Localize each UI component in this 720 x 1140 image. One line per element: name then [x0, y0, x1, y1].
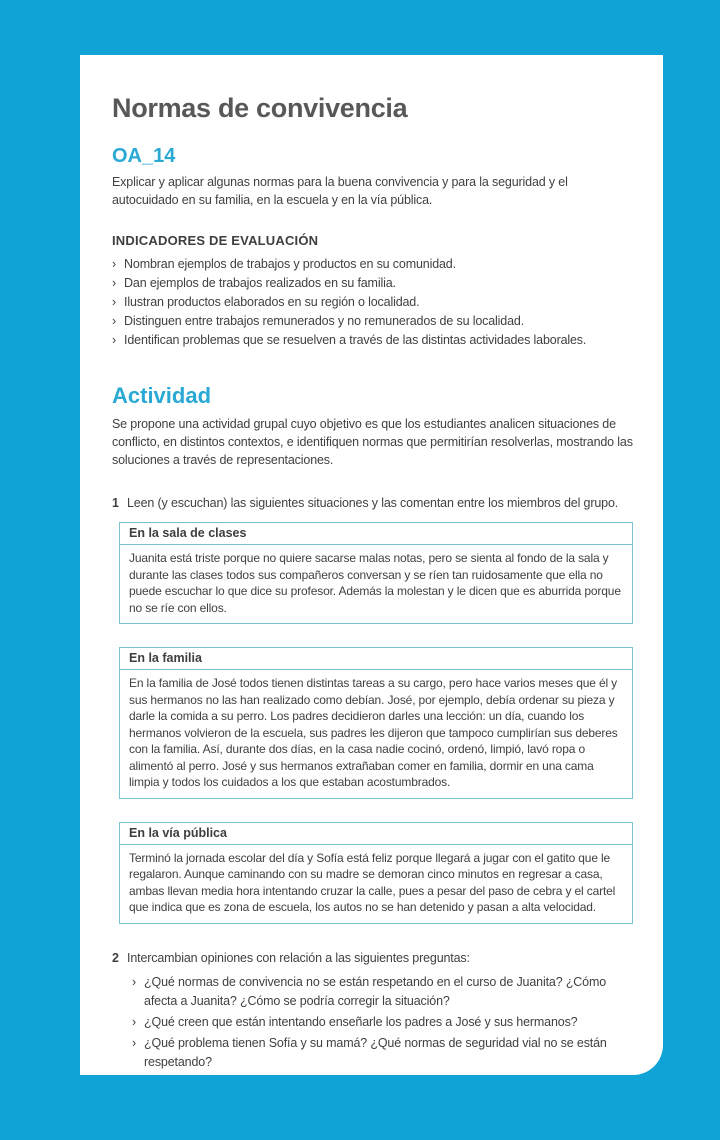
indicator-item — [112, 293, 633, 312]
chevron-bullet-icon: › — [112, 257, 117, 271]
step-number: 1 — [112, 496, 119, 510]
case-body: Juanita está triste porque no quiere sacarse malas notas, pero se sienta al fondo de la sala y durante las clases todos sus compañeros conversan y se ríen tan ruidosamente que ella no puede escuchar lo que dice su profesor. Además la molestan y le dicen que es aburrida porque no se ríe con ellos. — [129, 551, 621, 615]
activity-step-1 — [112, 494, 633, 924]
step-text: Leen (y escuchan) las siguientes situaciones y las comentan entre los miembros del grupo. — [127, 496, 619, 510]
indicator-text: Nombran ejemplos de trabajos y productos en su comunidad. — [124, 257, 456, 271]
chevron-bullet-icon: › — [112, 295, 117, 309]
activity-steps — [112, 494, 633, 1072]
step-text: Intercambian opiniones con relación a las siguientes preguntas: — [127, 950, 470, 965]
activity-step-2 — [112, 949, 633, 1072]
case-title: En la vía pública — [120, 823, 632, 845]
case-body: En la familia de José todos tienen distintas tareas a su cargo, pero hace varios meses que él y sus hermanos no las han realizado como debían. José, por ejemplo, debía ordenar su pieza y darle la comida a su perro. Los padres decidieron darles una lección: un día, cuando los hermanos volvieron de la escuela, sus padres les dijeron que tampoco cumplirían sus deberes con la familia. Así, durante dos días, en la casa nadie cocinó, ordenó, limpió, lavó ropa o alimentó al perro. José y sus hermanos extrañaban comer en familia, dormir en una cama limpia y todos los cuidados a los que estaban acostumbrados. — [129, 676, 618, 789]
question-item — [132, 973, 633, 1011]
question-text: ¿Qué normas de convivencia no se están respetando en el curso de Juanita? ¿Cómo afecta a Juanita? ¿Cómo se podría corregir la situación? — [144, 974, 607, 1008]
case-box-public-road — [119, 822, 633, 924]
activity-intro: Se propone una actividad grupal cuyo objetivo es que los estudiantes analicen situaciones de conflicto, en distintos contextos, e identifiquen normas que permitirían resolverlas, mostrando las soluciones a través de representaciones. — [112, 417, 633, 467]
case-title: En la sala de clases — [120, 523, 632, 545]
question-text: ¿Qué creen que están intentando enseñarle los padres a José y sus hermanos? — [144, 1014, 578, 1029]
indicator-text: Ilustran productos elaborados en su región o localidad. — [124, 295, 420, 309]
indicator-item — [112, 331, 633, 350]
indicator-item — [112, 255, 633, 274]
question-list — [132, 973, 633, 1072]
activity-heading: Actividad — [112, 383, 212, 408]
chevron-bullet-icon: › — [132, 974, 137, 989]
case-body: Terminó la jornada escolar del día y Sofía está feliz porque llegará a jugar con el gatito que le regalaron. Aunque caminando con su madre se demoran cinco minutos en regresar a casa, ambas llevan media hora intentando cruzar la calle, pues a pesar del paso de cebra y el cartel que indica que es zona de escuela, los autos no se han detenido y pasan a alta velocidad. — [129, 850, 616, 914]
indicators-heading: INDICADORES DE EVALUACIÓN — [112, 233, 319, 248]
question-text: ¿Qué problema tienen Sofía y su mamá? ¿Qué normas de seguridad vial no se están respetando? — [144, 1035, 607, 1069]
chevron-bullet-icon: › — [112, 276, 117, 290]
indicator-item — [112, 312, 633, 331]
case-title: En la familia — [120, 648, 632, 670]
chevron-bullet-icon: › — [112, 314, 117, 328]
step-number: 2 — [112, 950, 119, 965]
indicator-text: Distinguen entre trabajos remunerados y no remunerados de su localidad. — [124, 314, 525, 328]
page-title: Normas de convivencia — [112, 93, 408, 123]
step-body — [127, 949, 633, 1072]
step-body — [127, 494, 633, 924]
indicator-item — [112, 274, 633, 293]
case-box-classroom — [119, 522, 633, 624]
question-item — [132, 1034, 633, 1072]
chevron-bullet-icon: › — [112, 333, 117, 347]
oa-description: Explicar y aplicar algunas normas para la buena convivencia y para la seguridad y el autocuidado en su familia, en la escuela y en la vía pública. — [112, 175, 568, 207]
indicators-list — [112, 255, 633, 350]
case-box-family — [119, 647, 633, 799]
document-card — [80, 55, 663, 1075]
chevron-bullet-icon: › — [132, 1035, 137, 1050]
chevron-bullet-icon: › — [132, 1014, 137, 1029]
indicator-text: Dan ejemplos de trabajos realizados en su familia. — [124, 276, 396, 290]
indicator-text: Identifican problemas que se resuelven a través de las distintas actividades laborales. — [124, 333, 587, 347]
oa-heading: OA_14 — [112, 145, 176, 167]
question-item — [132, 1013, 633, 1032]
